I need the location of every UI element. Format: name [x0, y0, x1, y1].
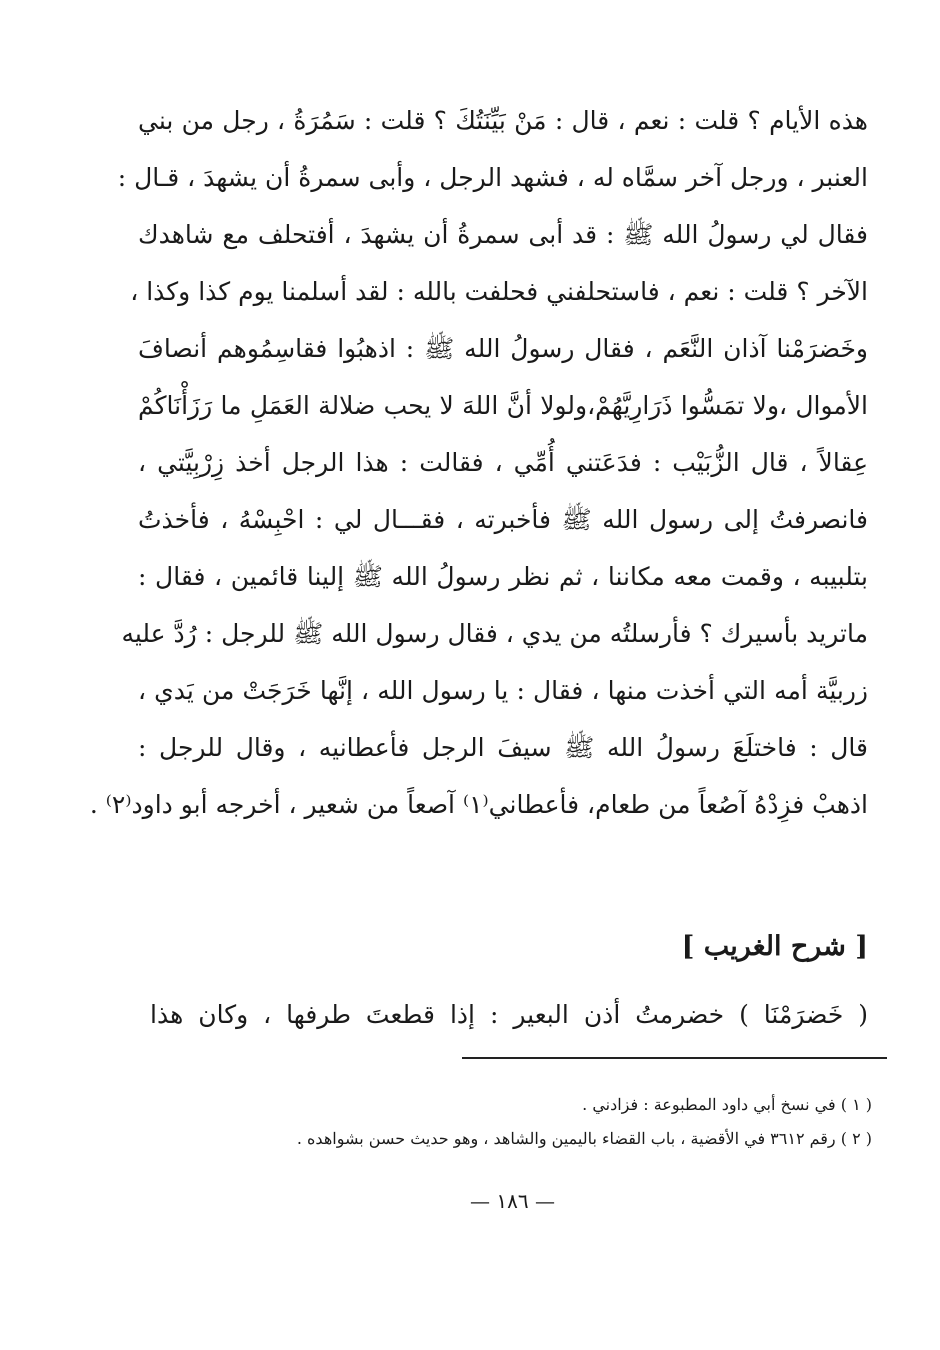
section-heading: [ شرح الغريب ]	[681, 931, 868, 962]
text-line: زربيَّة أمه التي أخذت منها ، فقال : يا رسول الله ، إنَّها خَرَجَتْ من يَدي ،	[138, 676, 868, 705]
page-number: — ١٨٦ —	[470, 1189, 555, 1213]
text-line: هذه الأيام ؟ قلت : نعم ، قال : مَنْ بَيِّنَتُكَ ؟ قلت : سَمُرَةُ ، رجل من بني	[138, 106, 868, 135]
text-line: العنبر ، ورجل آخر سمَّاه له ، فشهد الرجل ، وأبى سمرةُ أن يشهدَ ، قـال :	[117, 163, 868, 192]
text-line: فانصرفتُ إلى رسول الله ﷺ فأخبرته ، فقـــال لي : احْبِسْهُ ، فأخذتُ	[138, 505, 868, 534]
text-line: اذهبْ فزِدْهُ آصُعاً من طعام، فأعطاني⁽١⁾ آصعاً من شعير ، أخرجه أبو داود⁽٢⁾ .	[89, 790, 868, 819]
glossary-line: ( خَضرَمْنَا ) خضرمتُ أذن البعير : إذا قطعتَ طرفها ، وكان هذا	[150, 1000, 868, 1029]
main-text-block	[89, 92, 868, 833]
text-line: عِقالاً ، قال الزُّبَيْب : فدَعَتني أُمِّي ، فقالت : هذا الرجل أخذ زِرْبِيَّتي ،	[138, 448, 868, 477]
text-line: ماتريد بأسيرك ؟ فأرسلتُه من يدي ، فقال رسول الله ﷺ للرجل : رُدَّ عليه	[121, 619, 868, 648]
text-line: الأموال ،ولا تمَسُّوا ذَرَارِيَّهُمْ،ولولا أنَّ اللهَ لا يحب ضلالة العَمَلِ ما رَزَأْنَاكُمْ	[138, 391, 868, 420]
text-line: وخَضرَمْنا آذان النَّعَم ، فقال رسولُ الله ﷺ : اذهبُوا فقاسِمُوهم أنصافَ	[138, 334, 868, 363]
text-line: قال : فاختلَعَ رسولُ الله ﷺ سيفَ الرجل فأعطانيه ، وقال للرجل :	[138, 733, 868, 762]
footnote-divider	[462, 1057, 887, 1059]
footnote-2: ( ٢ ) رقم ٣٦١٢ في الأقضية ، باب القضاء باليمين والشاهد ، وهو حديث حسن بشواهده .	[296, 1129, 872, 1148]
text-line: بتلبيبه ، وقمت معه مكاننا ، ثم نظر رسولُ الله ﷺ إلينا قائمين ، فقال :	[138, 562, 868, 591]
footnote-1: ( ١ ) في نسخ أبي داود المطبوعة : فزادني .	[582, 1095, 872, 1114]
footnotes	[172, 1088, 872, 1156]
text-line: فقال لي رسولُ الله ﷺ : قد أبى سمرةُ أن يشهدَ ، أفتحلف مع شاهدك	[138, 220, 868, 249]
text-line: الآخر ؟ قلت : نعم ، فاستحلفني فحلفت بالله : لقد أسلمنا يوم كذا وكذا ،	[130, 277, 868, 306]
